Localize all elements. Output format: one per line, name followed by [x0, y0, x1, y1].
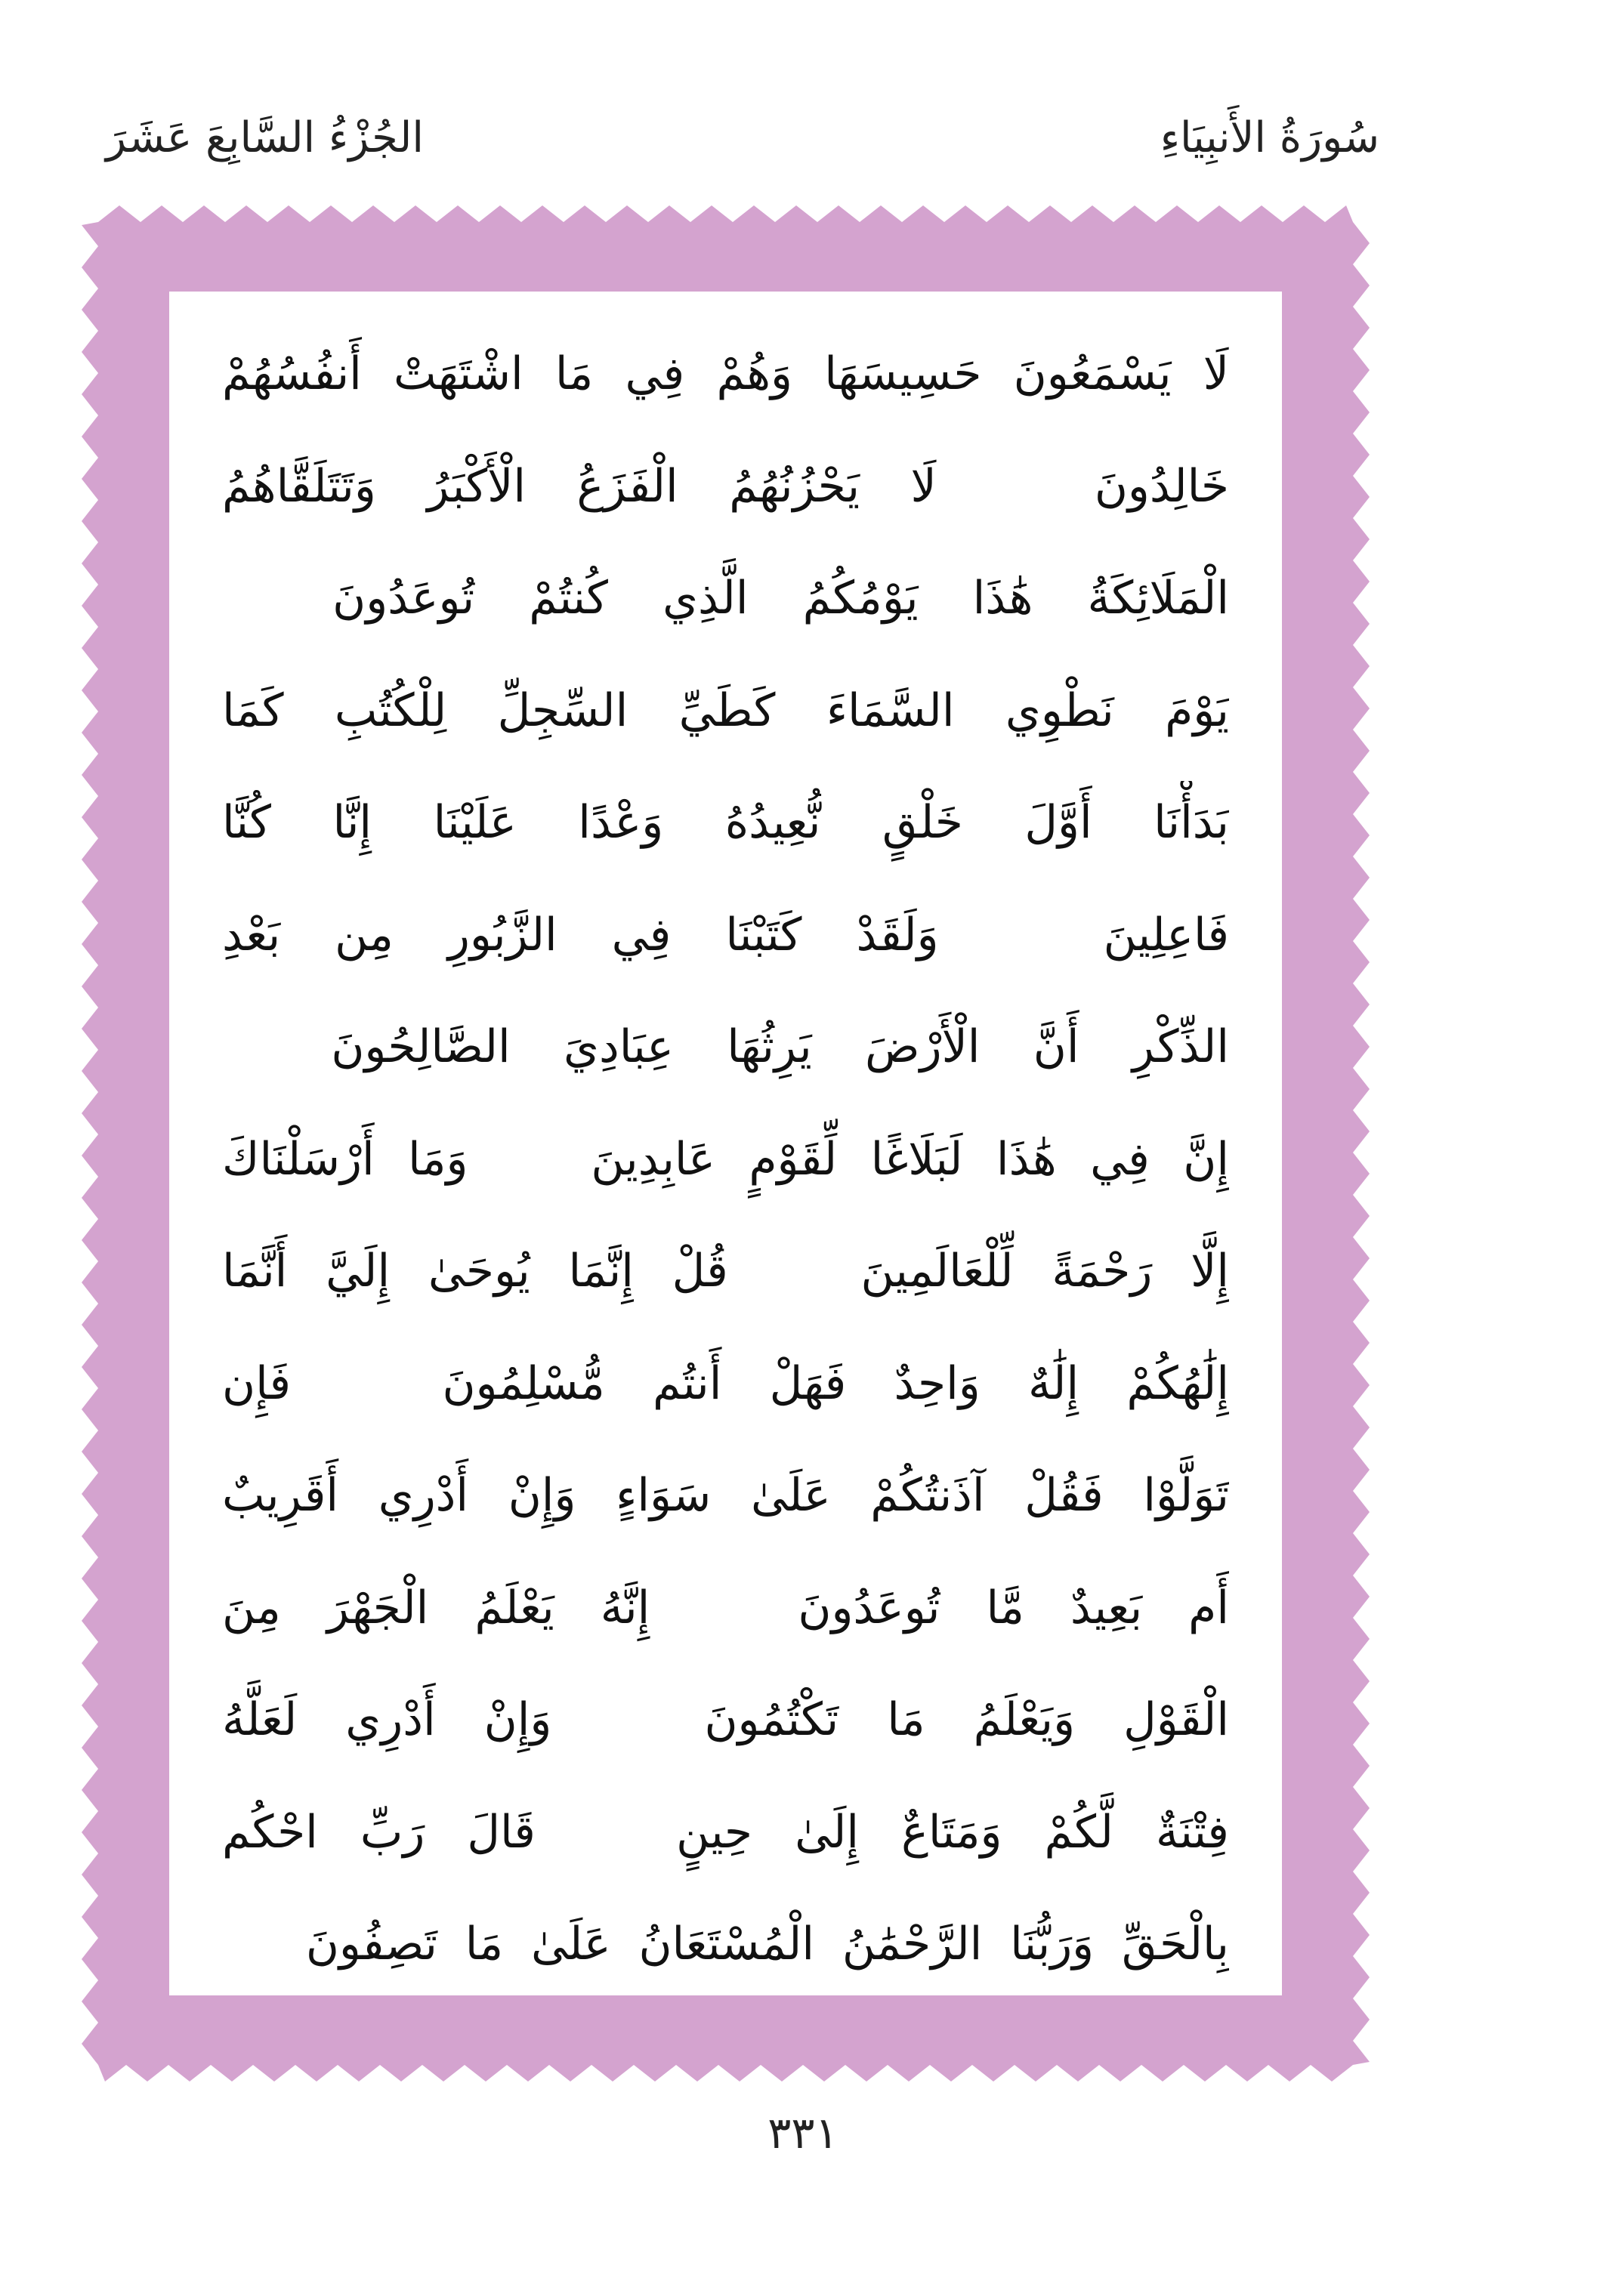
ayah-number: ١٠٨ — [715, 1598, 748, 1622]
verse-text: خَالِدُونَ — [1094, 459, 1229, 513]
verse-text: بَدَأْنَا أَوَّلَ خَلْقٍ نُّعِيدُهُ وَعْدًا عَلَيْنَا إِنَّا كُنَّا — [222, 796, 1229, 849]
ayah-number-marker — [700, 1587, 747, 1634]
verse-line — [222, 1903, 1229, 1986]
surah-name: سُورَةُ الأَنبِيَاءِ — [1160, 113, 1379, 162]
verse-text: قُلْ إِنَّمَا يُوحَىٰ إِلَيَّ أَنَّمَا — [222, 1245, 728, 1298]
ayah-number-marker — [506, 1138, 553, 1185]
ayah-number: ١٠٤ — [242, 1038, 273, 1061]
ayah-number-marker — [992, 465, 1039, 512]
verse-line — [222, 1230, 1229, 1313]
verse-text: فَإِن — [222, 1356, 292, 1410]
verse-text: لَا يَسْمَعُونَ حَسِيسَهَا وَهُمْ فِي مَا اشْتَهَتْ أَنفُسُهُمْ — [222, 347, 1229, 400]
ayah-number-marker — [227, 1026, 273, 1072]
verse-line — [222, 557, 1229, 640]
verse-line — [222, 1342, 1229, 1425]
verse-text: إِلَٰهُكُمْ إِلَٰهٌ وَاحِدٌ فَهَلْ أَنتُم مُّسْلِمُونَ — [442, 1356, 1229, 1410]
verse-line — [222, 893, 1229, 977]
verse-text: إِلَّا رَحْمَةً لِّلْعَالَمِينَ — [860, 1245, 1229, 1298]
verse-line — [222, 1791, 1229, 1874]
page-number: ٣٣١ — [767, 2107, 839, 2159]
verse-line — [222, 1566, 1229, 1649]
verse-text: وَمَا أَرْسَلْنَاكَ — [222, 1132, 468, 1186]
verse-text: وَإِنْ أَدْرِي لَعَلَّهُ — [222, 1693, 552, 1746]
verse-line — [222, 1454, 1229, 1537]
verse-text: فَاعِلِينَ — [1103, 908, 1229, 961]
verse-text: لَا يَحْزُنُهُمُ الْفَزَعُ الْأَكْبَرُ وَتَتَلَقَّاهُمُ — [222, 459, 937, 513]
verse-text: الْقَوْلِ وَيَعْلَمُ مَا تَكْتُمُونَ — [704, 1693, 1229, 1746]
ayah-number-marker — [998, 914, 1045, 961]
verse-text: قَالَ رَبِّ احْكُم — [222, 1805, 536, 1859]
ayah-number-marker — [227, 1923, 273, 1970]
ayah-number-marker — [227, 577, 273, 624]
verse-line — [222, 332, 1229, 415]
ayah-number-marker — [771, 1250, 818, 1297]
verse-text: يَوْمَ نَطْوِي السَّمَاءَ كَطَيِّ السِّجِلِّ لِلْكُتُبِ كَمَا — [222, 684, 1229, 737]
ayah-number: ١٠٩ — [619, 1711, 652, 1734]
verse-line — [222, 1118, 1229, 1201]
juz-name: الجُزْءُ السَّابِعَ عَشَرَ — [106, 113, 424, 162]
verse-line — [222, 669, 1229, 752]
verse-text: وَلَقَدْ كَتَبْنَا فِي الزَّبُورِ مِن بَعْدِ — [222, 908, 939, 961]
verse-text: فِتْنَةٌ لَّكُمْ وَمَتَاعٌ إِلَىٰ حِينٍ — [676, 1805, 1229, 1859]
ayah-number: ١١١ — [242, 1935, 273, 1958]
ayah-number: ١٠٥ — [520, 1150, 553, 1173]
page-frame — [82, 205, 1370, 2082]
verse-text: إِنَّهُ يَعْلَمُ الْجَهْرَ مِنَ — [222, 1581, 650, 1634]
ayah-number-marker — [604, 1699, 651, 1745]
verse-line — [222, 781, 1229, 864]
ayah-number: ١٠٣ — [1012, 925, 1045, 949]
ayah-number: ١١٠ — [598, 1822, 630, 1846]
ayah-number-marker — [582, 1811, 629, 1858]
verse-line — [222, 1005, 1229, 1088]
ayah-number: ١٠٦ — [786, 1262, 818, 1285]
ayah-number: ١٠٢ — [242, 589, 273, 613]
verse-text: الْمَلَائِكَةُ هَٰذَا يَوْمُكُمُ الَّذِي كُنتُمْ تُوعَدُونَ — [332, 572, 1229, 625]
ayah-number: ١٠٧ — [358, 1374, 391, 1397]
verse-text: الذِّكْرِ أَنَّ الْأَرْضَ يَرِثُهَا عِبَادِيَ الصَّالِحُونَ — [331, 1020, 1229, 1073]
verse-text: تَوَلَّوْا فَقُلْ آذَنتُكُمْ عَلَىٰ سَوَاءٍ وَإِنْ أَدْرِي أَقَرِيبٌ — [222, 1469, 1229, 1522]
ayah-number: ١٠١ — [1007, 477, 1039, 500]
ayah-number-marker — [343, 1362, 390, 1409]
verse-text: أَم بَعِيدٌ مَّا تُوعَدُونَ — [798, 1581, 1229, 1634]
verse-line — [222, 445, 1229, 528]
verse-line — [222, 1678, 1229, 1761]
verse-text: إِنَّ فِي هَٰذَا لَبَلَاغًا لِّقَوْمٍ عَابِدِينَ — [591, 1132, 1229, 1186]
text-panel — [169, 292, 1282, 1995]
verse-text: بِالْحَقِّ وَرَبُّنَا الرَّحْمَٰنُ الْمُسْتَعَانُ عَلَىٰ مَا تَصِفُونَ — [305, 1918, 1229, 1970]
